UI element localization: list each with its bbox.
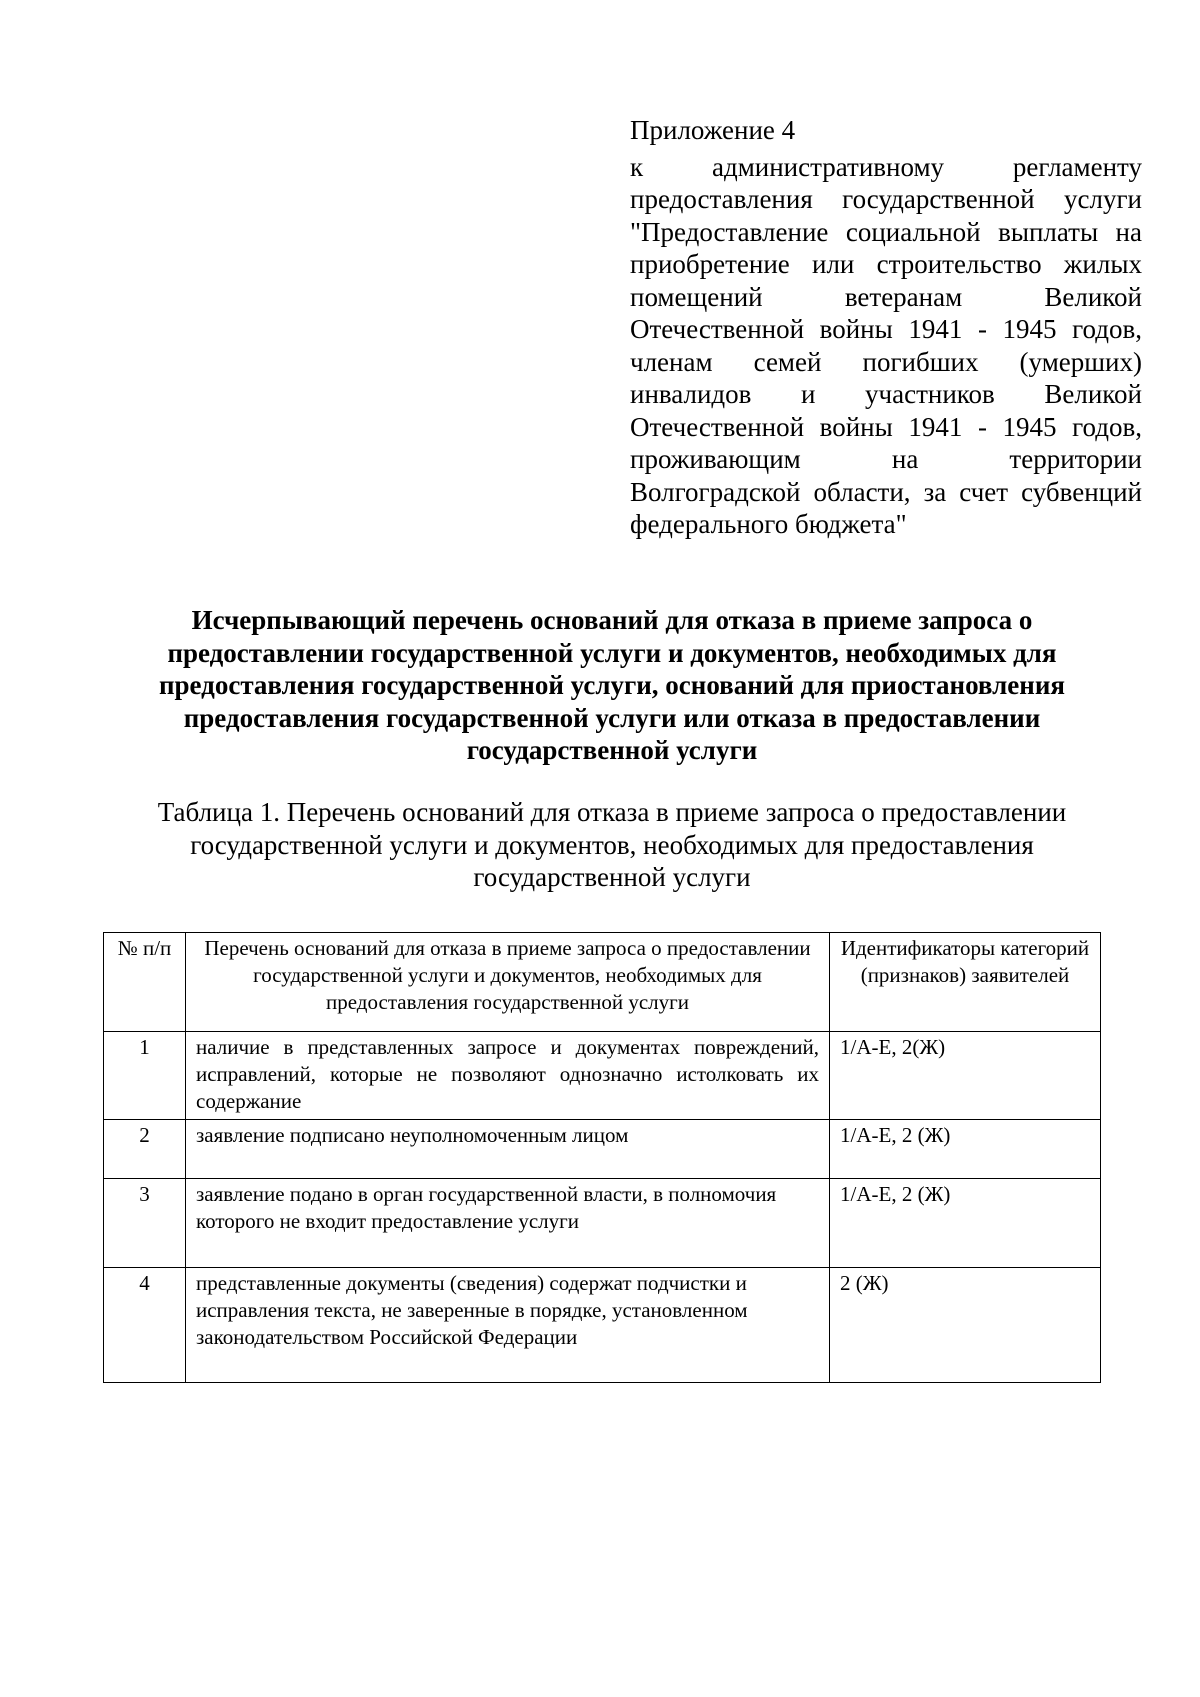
header-applicant-ids: Идентификаторы категорий (признаков) заявителей: [830, 933, 1101, 1032]
table-row: [104, 1032, 1101, 1120]
row-number: 4: [104, 1268, 186, 1383]
row-applicant-ids: 1/А-Е, 2(Ж): [830, 1032, 1101, 1120]
table-row: [104, 1120, 1101, 1179]
appendix-block: [630, 114, 1142, 541]
row-applicant-ids: 2 (Ж): [830, 1268, 1101, 1383]
row-reason: заявление подано в орган государственной власти, в полномочия которого не входит предоставление услуги: [186, 1179, 830, 1268]
row-number: 1: [104, 1032, 186, 1120]
table-row: [104, 1268, 1101, 1383]
row-reason: заявление подписано неуполномоченным лицом: [186, 1120, 830, 1179]
row-applicant-ids: 1/А-Е, 2 (Ж): [830, 1179, 1101, 1268]
appendix-reference: к административному регламенту предоставления государственной услуги "Предоставление социальной выплаты на приобретение или строительство жилых помещений ветеранам Великой Отечественной войны 1941 - 1945 годов, членам семей погибших (умерших) инвалидов и участников Великой Отечественной войны 1941 - 1945 годов, проживающим на территории Волгоградской области, за счет субвенций федерального бюджета": [630, 151, 1142, 539]
row-reason: наличие в представленных запросе и документах повреждений, исправлений, которые не позволяют однозначно истолковать их содержание: [186, 1032, 830, 1120]
reasons-table: [103, 932, 1101, 1383]
document-title: Исчерпывающий перечень оснований для отказа в приеме запроса о предоставлении государственной услуги и документов, необходимых для предоставления государственной услуги, оснований для приостановления предоставления государственной услуги или отказа в предоставлении государственной услуги: [158, 605, 1065, 765]
header-number: № п/п: [104, 933, 186, 1032]
header-reason: Перечень оснований для отказа в приеме запроса о предоставлении государственной услуги и документов, необходимых для предоставления государственной услуги: [186, 933, 830, 1032]
row-applicant-ids: 1/А-Е, 2 (Ж): [830, 1120, 1101, 1179]
row-number: 2: [104, 1120, 186, 1179]
table-row: [104, 1179, 1101, 1268]
table-header-row: [104, 933, 1101, 1032]
row-reason: представленные документы (сведения) содержат подчистки и исправления текста, не заверенные в порядке, установленном законодательством Российской Федерации: [186, 1268, 830, 1383]
appendix-title: Приложение 4: [630, 115, 796, 145]
row-number: 3: [104, 1179, 186, 1268]
table-caption: Таблица 1. Перечень оснований для отказа в приеме запроса о предоставлении государственной услуги и документов, необходимых для предоставления государственной услуги: [157, 797, 1067, 892]
